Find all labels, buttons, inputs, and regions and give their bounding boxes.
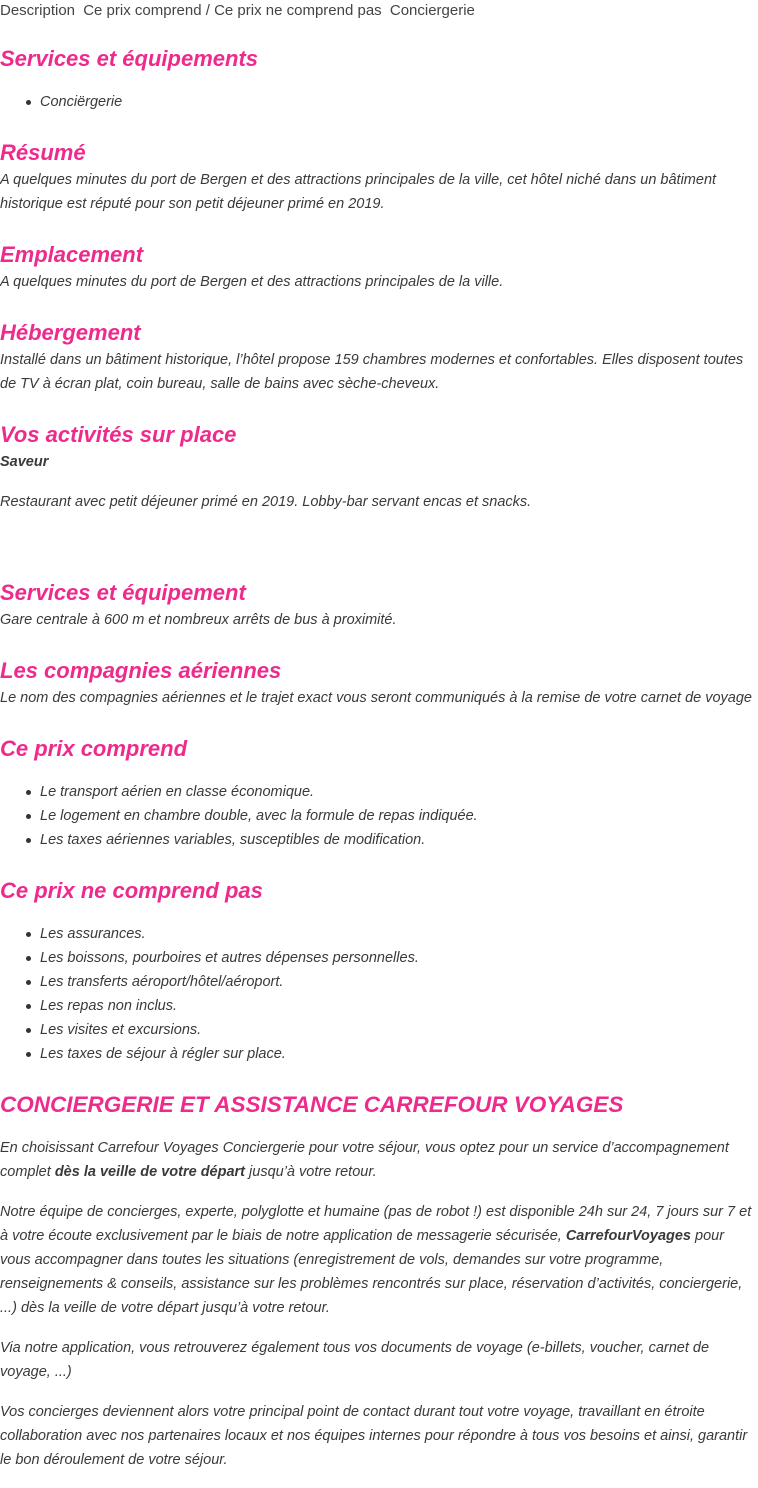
services-heading: Services et équipements — [0, 46, 259, 71]
activites-text: Restaurant avec petit déjeuner primé en 2019. Lobby-bar servant encas et snacks. — [0, 494, 532, 510]
comprend-heading: Ce prix comprend — [0, 736, 188, 761]
comprend-list — [0, 780, 478, 852]
compagnies-heading: Les compagnies aériennes — [0, 658, 282, 683]
list-item: Le transport aérien en classe économique. — [40, 780, 478, 804]
conciergerie-paragraph-1: En choisissant Carrefour Voyages Conciergerie pour votre séjour, vous optez pour un service d’accompagnement complet dès la veille de votre départ jusqu’à votre retour. — [0, 1140, 729, 1180]
list-item: Les repas non inclus. — [40, 994, 419, 1018]
list-item: Les visites et excursions. — [40, 1018, 419, 1042]
list-item: Les taxes aériennes variables, susceptibles de modification. — [40, 828, 478, 852]
nav-link-conciergerie[interactable]: Conciergerie — [389, 2, 475, 19]
list-item: Les transferts aéroport/hôtel/aéroport. — [40, 970, 419, 994]
resume-heading: Résumé — [0, 140, 86, 165]
emplacement-text: A quelques minutes du port de Bergen et des attractions principales de la ville. — [0, 274, 504, 290]
activites-subtitle: Saveur — [0, 454, 49, 470]
conciergerie-heading: CONCIERGERIE ET ASSISTANCE CARREFOUR VOYAGES — [0, 1092, 624, 1117]
resume-text: A quelques minutes du port de Bergen et des attractions principales de la ville, cet hôtel niché dans un bâtiment historique est réputé pour son petit déjeuner primé en 2019. — [0, 172, 717, 212]
ne-comprend-heading: Ce prix ne comprend pas — [0, 878, 263, 903]
emplacement-heading: Emplacement — [0, 242, 144, 267]
section-nav — [0, 0, 479, 22]
activites-heading: Vos activités sur place — [0, 422, 237, 447]
compagnies-text: Le nom des compagnies aériennes et le trajet exact vous seront communiqués à la remise de votre carnet de voyage — [0, 690, 752, 706]
list-item: Les boissons, pourboires et autres dépenses personnelles. — [40, 946, 419, 970]
equipement-heading: Services et équipement — [0, 580, 246, 605]
equipement-text: Gare centrale à 600 m et nombreux arrêts de bus à proximité. — [0, 612, 397, 628]
conciergerie-paragraph-2: Notre équipe de concierges, experte, polyglotte et humaine (pas de robot !) est disponible 24h sur 24, 7 jours sur 7 et à votre écoute exclusivement par le biais de notre application de messagerie sécurisée, CarrefourVoyages pour vous accompagner dans toutes les situations (enregistrement de vols, demandes sur votre programme, renseignements & conseils, assistance sur les problèmes rencontrés sur place, réservation d’activités, conciergerie, ...) dès la veille de votre départ jusqu’à votre retour. — [0, 1204, 752, 1316]
nav-link-description[interactable]: Description — [0, 2, 76, 19]
hebergement-text: Installé dans un bâtiment historique, l’hôtel propose 159 chambres modernes et confortables. Elles disposent toutes de TV à écran plat, coin bureau, salle de bains avec sèche-cheveux. — [0, 352, 744, 392]
conciergerie-paragraph-4: Vos concierges deviennent alors votre principal point de contact durant tout votre voyage, travaillant en étroite collaboration avec nos partenaires locaux et nos équipes internes pour répondre à tous vos besoins et ainsi, garantir le bon déroulement de votre séjour. — [0, 1404, 748, 1468]
services-list — [0, 90, 122, 114]
list-item: Le logement en chambre double, avec la formule de repas indiquée. — [40, 804, 478, 828]
conciergerie-paragraph-3: Via notre application, vous retrouverez également tous vos documents de voyage (e-billets, voucher, carnet de voyage, ...) — [0, 1340, 710, 1380]
list-item: Conciërgerie — [40, 90, 122, 114]
list-item: Les assurances. — [40, 922, 419, 946]
ne-comprend-list — [0, 922, 419, 1066]
hebergement-heading: Hébergement — [0, 320, 141, 345]
list-item: Les taxes de séjour à régler sur place. — [40, 1042, 419, 1066]
nav-link-prix[interactable]: Ce prix comprend / Ce prix ne comprend pas — [83, 2, 382, 19]
